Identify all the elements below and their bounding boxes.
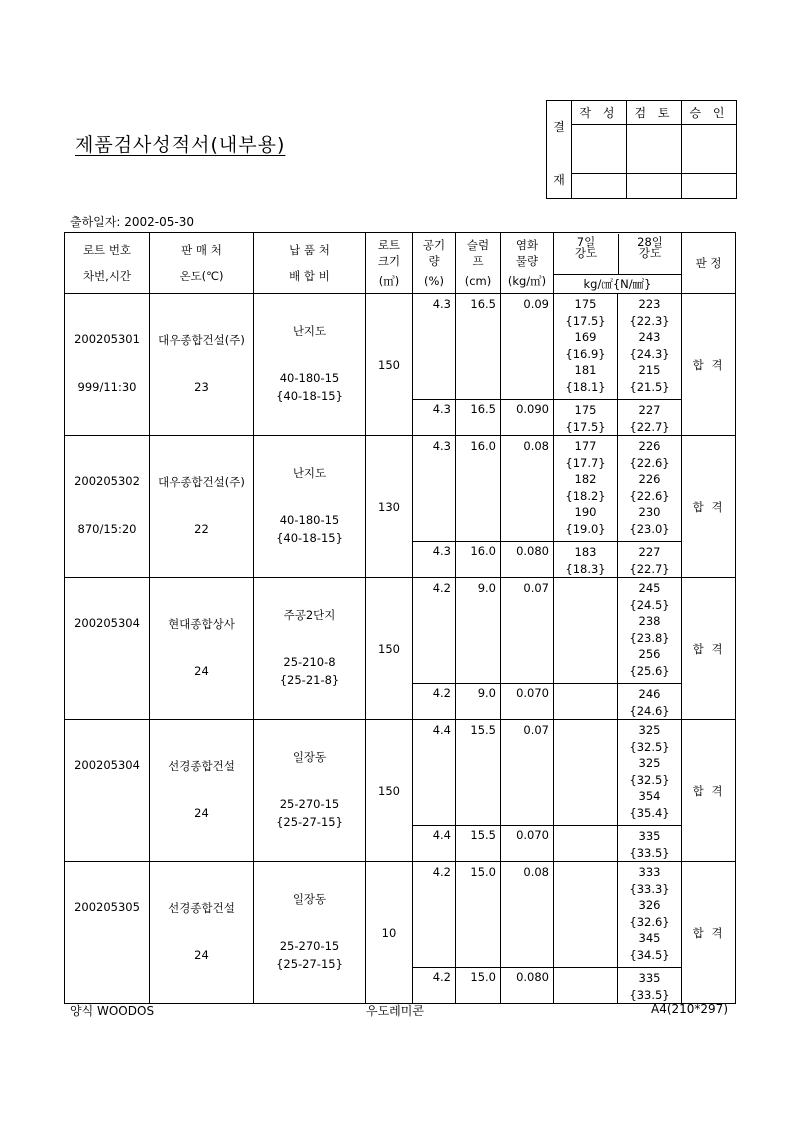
header-day7 (554, 234, 619, 274)
lot-number: 200205305 (74, 899, 140, 914)
strength-7day-si: {18.2} (565, 488, 606, 503)
strength-28day-si: {33.3} (629, 881, 670, 896)
strength-7day-value: 175 (574, 297, 597, 311)
strength-28day-si: {22.3} (629, 313, 670, 328)
temperature: 23 (194, 379, 209, 394)
delivery-site: 주공2단지 (283, 607, 336, 622)
header-day7-b: 강도 (574, 245, 598, 260)
strength-28day-value: 223 (638, 297, 661, 311)
approval-date-review[interactable] (627, 174, 682, 199)
header-slump-a: 슬럼 (466, 238, 490, 252)
strength-28day-value: 345 (638, 931, 661, 945)
approval-sign-author[interactable] (572, 125, 627, 174)
approval-sign-approve[interactable] (682, 125, 737, 174)
lot-number: 200205302 (74, 473, 140, 488)
avg-chloride-value: 0.090 (501, 400, 554, 436)
header-day28 (619, 234, 681, 274)
avg-strength-28day-si: {24.6} (629, 703, 670, 718)
table-row (65, 720, 736, 826)
seller-cell (150, 578, 254, 720)
inspection-table (64, 232, 736, 1004)
vehicle-time: 870/15:20 (77, 521, 137, 536)
lot-cell (65, 720, 150, 862)
mix-ratio: 40-180-15 (279, 512, 340, 527)
delivery-cell (254, 720, 366, 862)
temperature: 24 (194, 805, 209, 820)
approval-date-author[interactable] (572, 174, 627, 199)
judgement: 합 격 (682, 436, 736, 578)
slump-value: 15.5 (456, 720, 501, 826)
header-lot-size-b: 크기 (377, 254, 401, 268)
delivery-cell (254, 294, 366, 436)
avg-strength-28day-value: 246 (638, 687, 661, 701)
avg-strength-7day-cell (554, 684, 618, 720)
avg-strength-28day-si: {33.5} (629, 845, 670, 860)
header-day7-a: 7일 (576, 234, 596, 249)
header-temp-label: 온도(℃) (179, 269, 224, 283)
chloride-value: 0.08 (501, 436, 554, 542)
chloride-value: 0.09 (501, 294, 554, 400)
temperature: 22 (194, 521, 209, 536)
seller-name: 선경종합건설 (168, 758, 235, 773)
mix-ratio-si: {25-27-15} (276, 814, 343, 829)
header-chloride-a: 염화 (515, 238, 539, 252)
lot-cell (65, 862, 150, 1004)
lot-size: 150 (366, 578, 413, 720)
delivery-site: 난지도 (292, 323, 327, 338)
strength-7day-cell (554, 862, 618, 968)
strength-28day-cell (618, 294, 682, 400)
header-slump-unit: (cm) (464, 274, 492, 288)
avg-chloride-value: 0.070 (501, 684, 554, 720)
header-slump (456, 233, 501, 294)
header-lot (65, 233, 150, 294)
header-day28-a: 28일 (637, 234, 663, 249)
header-seller-label: 판 매 처 (181, 243, 222, 257)
air-value: 4.2 (413, 862, 456, 968)
vehicle-time (65, 664, 149, 682)
avg-strength-28day-si: {33.5} (629, 987, 670, 1002)
approval-side-label (547, 101, 572, 199)
strength-7day-cell (554, 294, 618, 400)
delivery-cell (254, 578, 366, 720)
strength-28day-cell (618, 720, 682, 826)
header-chloride-b: 물량 (515, 254, 539, 268)
approval-col-author: 작 성 (572, 101, 627, 125)
avg-strength-28day-cell (618, 968, 682, 1004)
strength-28day-value: 230 (638, 505, 661, 519)
strength-28day-si: {32.6} (629, 914, 670, 929)
strength-7day-cell (554, 436, 618, 542)
delivery-site: 난지도 (292, 465, 327, 480)
header-strength-unit: kg/㎠{N/㎟} (583, 276, 652, 291)
table-row (65, 436, 736, 542)
air-value: 4.2 (413, 578, 456, 684)
lot-cell (65, 578, 150, 720)
strength-7day-value: 177 (574, 439, 597, 453)
judgement: 합 격 (682, 862, 736, 1004)
avg-strength-7day-si: {17.5} (565, 419, 606, 434)
avg-air-value: 4.2 (413, 968, 456, 1004)
avg-air-value: 4.3 (413, 400, 456, 436)
avg-air-value: 4.4 (413, 826, 456, 862)
avg-strength-7day-cell (554, 542, 618, 578)
strength-7day-si: {16.9} (565, 346, 606, 361)
avg-strength-28day-value: 335 (638, 829, 661, 843)
delivery-cell (254, 436, 366, 578)
seller-cell (150, 436, 254, 578)
vehicle-time: 999/11:30 (77, 379, 137, 394)
seller-name: 대우종합건설(주) (158, 474, 245, 489)
strength-28day-si: {21.5} (629, 379, 670, 394)
avg-strength-28day-cell (618, 684, 682, 720)
judgement: 합 격 (682, 720, 736, 862)
delivery-site: 일장동 (292, 891, 327, 906)
avg-strength-7day-si: {18.3} (565, 561, 606, 576)
approval-date-approve[interactable] (682, 174, 737, 199)
approval-sign-review[interactable] (627, 125, 682, 174)
avg-slump-value: 15.0 (456, 968, 501, 1004)
avg-strength-28day-value: 227 (638, 403, 661, 417)
judgement: 합 격 (682, 294, 736, 436)
mix-ratio: 25-210-8 (283, 654, 336, 669)
strength-28day-value: 245 (638, 581, 661, 595)
avg-air-value: 4.3 (413, 542, 456, 578)
air-value: 4.3 (413, 294, 456, 400)
avg-air-value: 4.2 (413, 684, 456, 720)
footer-company: 우도레미콘 (366, 1004, 424, 1018)
strength-28day-value: 226 (638, 472, 661, 486)
header-judgement: 판 정 (682, 233, 736, 294)
strength-28day-si: {32.5} (629, 772, 670, 787)
header-strength-top (554, 234, 681, 275)
strength-28day-value: 238 (638, 614, 661, 628)
mix-ratio: 40-180-15 (279, 370, 340, 385)
chloride-value: 0.07 (501, 720, 554, 826)
mix-ratio-si: {40-18-15} (276, 530, 343, 545)
judgement: 합 격 (682, 578, 736, 720)
approval-col-review: 검 토 (627, 101, 682, 125)
strength-7day-cell (554, 578, 618, 684)
strength-28day-value: 354 (638, 789, 661, 803)
strength-28day-value: 215 (638, 363, 661, 377)
seller-name: 선경종합건설 (168, 900, 235, 915)
avg-strength-7day-cell (554, 968, 618, 1004)
table-row (65, 862, 736, 968)
strength-28day-si: {24.5} (629, 597, 670, 612)
strength-28day-value: 256 (638, 647, 661, 661)
avg-strength-28day-cell (618, 826, 682, 862)
strength-7day-cell (554, 720, 618, 826)
strength-28day-si: {23.8} (629, 630, 670, 645)
slump-value: 9.0 (456, 578, 501, 684)
header-air-b: 량 (428, 254, 440, 268)
temperature: 24 (194, 947, 209, 962)
approval-side-top: 결 (553, 120, 565, 135)
strength-28day-value: 326 (638, 898, 661, 912)
header-vehicle-label: 차번,시간 (82, 269, 132, 283)
lot-size: 150 (366, 294, 413, 436)
approval-col-approve: 승 인 (682, 101, 737, 125)
seller-name: 현대종합상사 (168, 616, 235, 631)
strength-28day-value: 325 (638, 756, 661, 770)
strength-28day-si: {24.3} (629, 346, 670, 361)
strength-28day-value: 333 (638, 865, 661, 879)
strength-28day-si: {25.6} (629, 663, 670, 678)
strength-7day-value: 190 (574, 505, 597, 519)
header-air-a: 공기 (422, 238, 446, 252)
header-lot-size (366, 233, 413, 294)
header-air-unit: (%) (424, 274, 444, 288)
lot-number: 200205301 (74, 331, 140, 346)
lot-cell (65, 294, 150, 436)
header-delivery-label: 납 품 처 (289, 243, 330, 257)
mix-ratio-si: {25-27-15} (276, 956, 343, 971)
document-title: 제품검사성적서(내부용) (75, 134, 286, 156)
strength-28day-si: {34.5} (629, 947, 670, 962)
strength-7day-value: 181 (574, 363, 597, 377)
avg-strength-7day-cell (554, 826, 618, 862)
header-day28-b: 강도 (638, 245, 662, 260)
lot-size: 10 (366, 862, 413, 1004)
avg-strength-7day-cell (554, 400, 618, 436)
strength-7day-value: 182 (574, 472, 597, 486)
seller-cell (150, 294, 254, 436)
strength-7day-si: {19.0} (565, 521, 606, 536)
avg-strength-28day-cell (618, 542, 682, 578)
mix-ratio: 25-270-15 (279, 938, 340, 953)
strength-7day-si: {17.5} (565, 313, 606, 328)
strength-7day-si: {17.7} (565, 455, 606, 470)
strength-28day-cell (618, 436, 682, 542)
lot-number: 200205304 (74, 615, 140, 630)
avg-strength-28day-cell (618, 400, 682, 436)
temperature: 24 (194, 663, 209, 678)
header-air (413, 233, 456, 294)
slump-value: 16.5 (456, 294, 501, 400)
strength-7day-si: {18.1} (565, 379, 606, 394)
delivery-cell (254, 862, 366, 1004)
lot-size: 130 (366, 436, 413, 578)
vehicle-time (65, 948, 149, 966)
mix-ratio: 25-270-15 (279, 796, 340, 811)
table-header-row (65, 233, 736, 294)
header-lot-label: 로트 번호 (82, 243, 132, 257)
seller-cell (150, 862, 254, 1004)
avg-strength-28day-si: {22.7} (629, 419, 670, 434)
slump-value: 16.0 (456, 436, 501, 542)
avg-strength-7day-value: 175 (574, 403, 597, 417)
strength-28day-value: 226 (638, 439, 661, 453)
strength-28day-value: 325 (638, 723, 661, 737)
footer-paper-size: A4(210*297) (650, 1002, 728, 1016)
delivery-site: 일장동 (292, 749, 327, 764)
header-chloride (501, 233, 554, 294)
lot-number: 200205304 (74, 757, 140, 772)
table-row (65, 294, 736, 400)
seller-name: 대우종합건설(주) (158, 332, 245, 347)
strength-28day-cell (618, 578, 682, 684)
approval-side-bottom: 재 (553, 172, 565, 187)
avg-slump-value: 16.0 (456, 542, 501, 578)
lot-cell (65, 436, 150, 578)
header-slump-b: 프 (472, 254, 484, 268)
footer-form-id: 양식 WOODOS (70, 1004, 155, 1018)
strength-28day-si: {32.5} (629, 739, 670, 754)
shipping-date: 출하일자: 2002-05-30 (70, 215, 194, 229)
air-value: 4.4 (413, 720, 456, 826)
table-row (65, 578, 736, 684)
mix-ratio-si: {40-18-15} (276, 388, 343, 403)
header-strength (554, 233, 682, 294)
strength-28day-si: {23.0} (629, 521, 670, 536)
avg-slump-value: 9.0 (456, 684, 501, 720)
avg-chloride-value: 0.070 (501, 826, 554, 862)
header-mix-label: 배 합 비 (289, 269, 330, 283)
strength-28day-si: {35.4} (629, 805, 670, 820)
strength-28day-si: {22.6} (629, 488, 670, 503)
vehicle-time (65, 806, 149, 824)
header-lot-size-unit: (㎥) (378, 274, 400, 288)
avg-slump-value: 15.5 (456, 826, 501, 862)
header-chloride-unit: (kg/㎥) (507, 274, 547, 288)
avg-strength-28day-value: 227 (638, 545, 661, 559)
header-lot-size-a: 로트 (377, 238, 401, 252)
avg-chloride-value: 0.080 (501, 542, 554, 578)
air-value: 4.3 (413, 436, 456, 542)
avg-strength-28day-si: {22.7} (629, 561, 670, 576)
slump-value: 15.0 (456, 862, 501, 968)
strength-28day-value: 243 (638, 330, 661, 344)
avg-chloride-value: 0.080 (501, 968, 554, 1004)
approval-box (546, 100, 737, 199)
mix-ratio-si: {25-21-8} (279, 672, 340, 687)
seller-cell (150, 720, 254, 862)
chloride-value: 0.08 (501, 862, 554, 968)
chloride-value: 0.07 (501, 578, 554, 684)
avg-slump-value: 16.5 (456, 400, 501, 436)
header-delivery (254, 233, 366, 294)
header-seller (150, 233, 254, 294)
lot-size: 150 (366, 720, 413, 862)
avg-strength-28day-value: 335 (638, 971, 661, 985)
strength-7day-value: 169 (574, 330, 597, 344)
strength-28day-cell (618, 862, 682, 968)
avg-strength-7day-value: 183 (574, 545, 597, 559)
strength-28day-si: {22.6} (629, 455, 670, 470)
